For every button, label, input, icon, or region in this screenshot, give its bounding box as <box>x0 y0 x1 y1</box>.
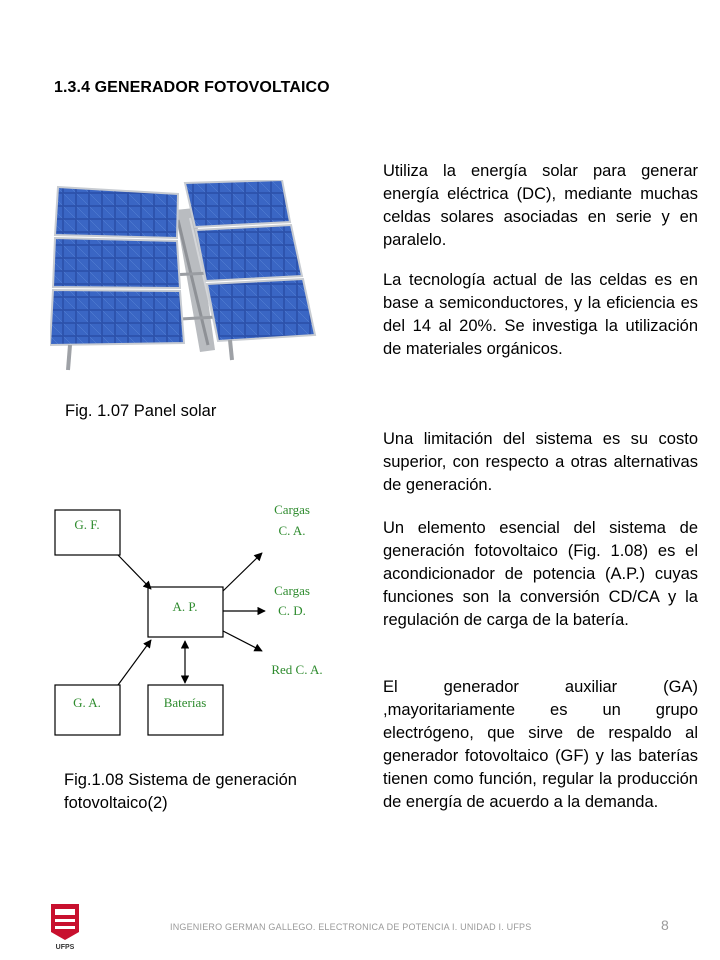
paragraph-1: Utiliza la energía solar para generar energía eléctrica (DC), mediante muchas celdas solares asociadas en serie y en paralelo. <box>383 162 698 249</box>
paragraph-5: El generador auxiliar (GA) ,mayoritariamente es un grupo electrógeno, que sirve de respaldo al generador fotovoltaico (GF) y las baterías tienen como función, regular la producción de energía de acuerdo a la demanda. <box>383 678 698 811</box>
figure-caption-sistema: Fig.1.08 Sistema de generación fotovoltaico(2) <box>64 771 297 812</box>
box-baterias <box>148 685 223 735</box>
footer-text: INGENIERO GERMAN GALLEGO. ELECTRONICA DE POTENCIA I. UNIDAD I. UFPS <box>170 922 532 932</box>
label-baterias: Baterías <box>163 695 207 710</box>
label-red-ca: Red C. A. <box>271 662 323 677</box>
system-diagram <box>40 495 360 745</box>
label-cargas-cd-2: C. D. <box>278 603 306 618</box>
label-cargas-cd-1: Cargas <box>274 583 310 598</box>
paragraph-4: Un elemento esencial del sistema de generación fotovoltaico (Fig. 1.08) es el acondicionador de potencia (A.P.) cuyas funciones son la conversión CD/CA y la regulación de carga de la batería. <box>383 519 698 629</box>
figure-caption-panel-solar: Fig. 1.07 Panel solar <box>65 402 217 420</box>
label-cargas-ca-2: C. A. <box>278 523 306 538</box>
arrow-gf-ap <box>118 555 151 589</box>
paragraph-3: Una limitación del sistema es su costo superior, con respecto a otras alternativas de generación. <box>383 430 698 494</box>
label-gf: G. F. <box>74 517 100 532</box>
page-number: 8 <box>661 917 669 933</box>
box-ga <box>55 685 120 735</box>
ufps-logo <box>45 900 85 950</box>
arrow-ga-ap <box>118 640 151 685</box>
arrow-ap-cargas-ca <box>223 553 262 591</box>
section-title: 1.3.4 GENERADOR FOTOVOLTAICO <box>54 79 330 96</box>
solar-panel-image <box>50 180 370 375</box>
arrow-ap-red-ca <box>223 631 262 651</box>
label-ap: A. P. <box>172 599 198 614</box>
logo-text: UFPS <box>55 944 75 950</box>
paragraph-2: La tecnología actual de las celdas es en base a semiconductores, y la eficiencia es del 14 al 20%. Se investiga la utilización de materiales orgánicos. <box>383 271 698 358</box>
label-ga: G. A. <box>73 695 101 710</box>
label-cargas-ca-1: Cargas <box>274 502 310 517</box>
